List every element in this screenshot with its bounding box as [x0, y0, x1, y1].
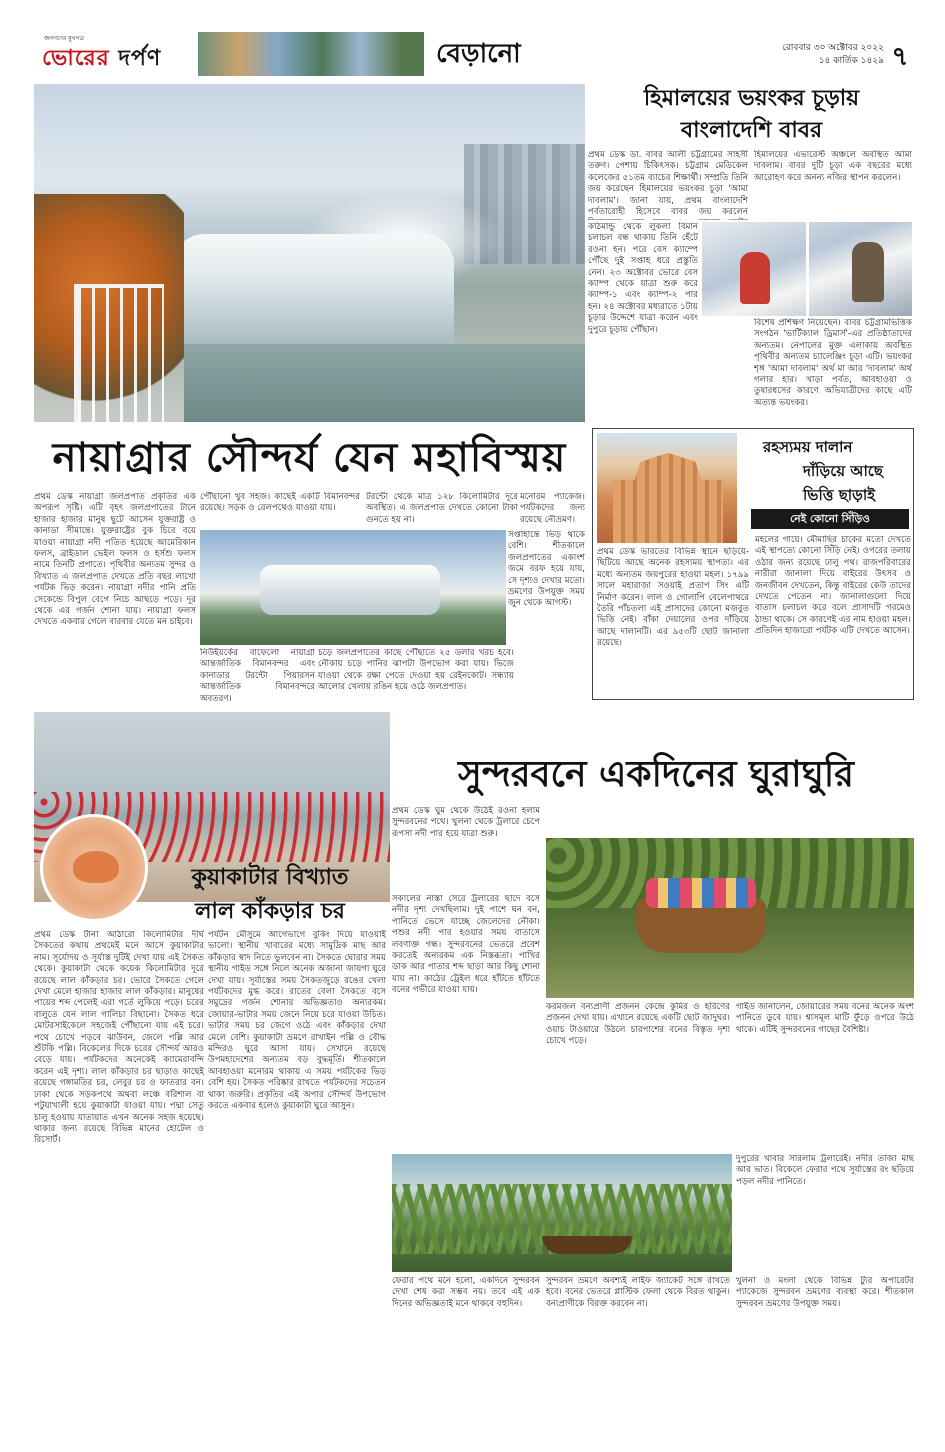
dalan-body-col1: প্রথম ডেস্ক ভারতের বিভিন্ন স্থানে ছড়িয়ে-ছিটিয়ে আছে অনেক রহস্যময় স্থাপত্য। এর মধ্যে অন্যতম জয়পুরের হাওয়া মহল। ১৭৯৯ সালে মহারাজা সওয়াই প্রতাপ সিং এটি নির্মাণ করেন। লাল ও গোলাপি বেলেপাথরে তৈরি পাঁচতলা এই প্রাসাদের কোনো মজবুত ভিত্তি নেই। বাঁকা দেয়ালের ওপর দাঁড়িয়ে আছে দালানটি। এর ৯৫৩টি ছোট জানালা রয়েছে। — [597, 547, 749, 649]
crab-closeup-photo — [40, 814, 148, 922]
dalan-headline-line3: ভিত্তি ছাড়াই — [803, 486, 876, 504]
logo[interactable] — [34, 32, 196, 76]
himalaya-body-col3: বিশেষ প্রশিক্ষণ নিয়েছেন। বাবর চট্টগ্রামভিত্তিক সংগঠন 'ভার্টিক্যাল ড্রিমার্স'-এর প্রতিষ্ঠাতাদের অন্যতম। নেপালের মুক্ত এলাকায় অবস্থিত পৃথিবীর অন্যতম চ্যালেঞ্জিং চূড়া এটি। ভয়ংকর শৃঙ্গ 'আমা দাবলাম' অর্থ মা আর 'দাবলাম' অর্থ গলার হার। খাড়া পর্বত, আবহাওয়া ও তুষারধসের কারণে অভিযাত্রীদের কাছে এটি অত্যন্ত ভয়ংকর। — [754, 318, 912, 408]
sundarban-body-col2b: করমজল বন্যপ্রাণী প্রজনন কেন্দ্রে কুমির ও হরিণের প্রজনন দেখা যায়। এখানে রয়েছে একটি ছোট জাদুঘর। ওয়াচ টাওয়ারে উঠলে চারপাশের বনের বিস্তৃত দৃশ্য চোখে পড়ে। — [546, 1002, 730, 1047]
railing — [74, 284, 164, 422]
tourists — [646, 878, 756, 908]
himalaya-body-col1b: কাঠমান্ডু থেকে লুকলা বিমান চলাচল বন্ধ থাকায় তিনি হেঁটে রওনা হন। পরে বেস ক্যাম্পে পৌঁছে দুই সপ্তাহ ধরে প্রস্তুতি নেন। ২৩ অক্টোবর ভোরে বেস ক্যাম্প থেকে যাত্রা শুরু করে ক্যাম্প-১ এবং ক্যাম্প-২ পার হন। ২৪ অক্টোবর মধ্যরাতে ১টায় চূড়ার উদ্দেশে যাত্রা করেন এবং দুপুরে চূড়ায় পৌঁছান। — [588, 222, 698, 335]
dalan-subhead: নেই কোনো সিঁড়িও — [751, 509, 909, 529]
himalaya-body-col1: প্রথম ডেস্ক ডা. বাবর আলী চট্টগ্রামের সাহসী তরুণ। পেশায় চিকিৎসক। চট্টগ্রাম মেডিকেল কলেজের ৫১তম ব্যাচের শিক্ষার্থী। সম্প্রতি তিনি জয় করেছেন হিমালয়ের ভয়ংকর চূড়া 'আমা দাবলাম'। জানা যায়, প্রথম বাংলাদেশি পর্বতারোহী হিসেবে বাবর জয় করলেন — [588, 150, 748, 218]
niagara-body-col4b: সপ্তাহান্তে ভিড় থাকে বেশি। শীতকালে জলপ্রপাতের একাংশ জমে বরফ হয়ে যায়, সে দৃশ্যও দেখার মতো। ভ্রমণের উপযুক্ত সময় জুন থেকে আগস্ট। — [508, 530, 585, 609]
page-number: ৭ — [891, 42, 909, 72]
niagara-body-col3b: চড়ে জলপ্রপাতের কাছে পৌঁছাতে ২৫ ডলার খরচ হবে। নৌকায় চড়ে পানির ঝাপটা উপভোগ করা যায়। ভিজে যাওয়া থেকে রক্ষা পেতে দেওয়া হয় রেইনকোট। সন্ধ্যায় আলোর খেলায় রঙিন হয়ে ওঠে জলপ্রপাত। — [318, 648, 514, 693]
niagara-body-col1: প্রথম ডেস্ক নায়াগ্রা জলপ্রপাত প্রকৃতির এক অপরূপ সৃষ্টি। এটি বৃহৎ জলপ্রপাতের টানে হাজার হাজার মানুষ ছুটে আসেন যুক্তরাষ্ট্র ও কানাডা সীমান্তে। যুক্তরাষ্ট্রের বুক চিরে বয়ে যাওয়া নায়াগ্রা নদী পতিত হয়েছে আমেরিকান ফলস, ব্রাইডাল ভেইল ফলস ও হর্সশু ফলস নামে তিনটি প্রপাতে। পৃথিবীর অন্যতম সুন্দর ও বিখ্যাত এ জলপ্রপাত দেখতে প্রতি বছর লাখো পর্যটক ভিড় করেন। নায়াগ্রা নদীর পানি প্রতি সেকেন্ডে বিপুল বেগে নিচে আছড়ে পড়ে। দূর থেকে এর গর্জন শোনা যায়। নায়াগ্রা ফলস দেখতে একবার গেলে বারবার যেতে মন চাইবে। — [34, 492, 196, 628]
climber-summit — [852, 242, 884, 302]
masthead-photo-strip — [198, 32, 424, 76]
mountain-climber-photo — [702, 222, 912, 316]
sundarban-body-col3c: দুপুরের খাবার সারলাম ট্রলারেই। নদীর তাজা মাছ আর ভাত। বিকেলে ফেরার পথে সূর্যাস্তের রং ছড়িয়ে পড়ল নদীর পানিতে। — [736, 1154, 914, 1187]
climber-red — [740, 252, 770, 304]
kuakata-headline-line2: লাল কাঁকড়ার চর — [195, 899, 345, 924]
date-bengali: ১৪ কার্তিক ১৪২৯ — [818, 56, 884, 66]
waterfall — [260, 565, 440, 615]
sundarban-body-col3b: গাইড জানালেন, জোয়ারের সময় বনের অনেক অংশ পানিতে ডুবে যায়। শ্বাসমূল মাটি ফুঁড়ে ওপরে উঠে থাকে। এটিই সুন্দরবনের গাছের বৈশিষ্ট্য। — [736, 1002, 914, 1035]
mangrove-boat-photo — [546, 838, 914, 998]
niagara-falls-photo-2 — [200, 530, 506, 645]
section-title: বেড়ানো — [424, 32, 674, 76]
niagara-body-col4: মনোরম প্যাকেজ। পর্যটকদের জন্য রয়েছে নৌভ্রমণ। — [520, 492, 585, 525]
dalan-headline-line2: দাঁড়িয়ে আছে — [803, 462, 883, 480]
dalan-headline-line1: রহস্যময় দালান — [763, 438, 853, 456]
niagara-headline: নায়াগ্রার সৌন্দর্য যেন মহাবিস্ময় — [52, 435, 567, 481]
logo-tagline: জনগণের মুখপত্র — [44, 35, 84, 42]
himalaya-headline-line2: বাংলাদেশি বাবর — [680, 118, 823, 143]
kuakata-body-col2: পর্যটন মৌসুমে আগেভাগে বুকিং দিয়ে যাওয়াই ভালো। স্থানীয় খাবারের মধ্যে সামুদ্রিক মাছ আর কাঁকড়ার স্বাদ নিতে ভুলবেন না। সৈকতে ঘোরার সময় স্থানীয় গাইড সঙ্গে নিলে অনেক অজানা জায়গা ঘুরে দেখা যায়। সূর্যাস্তের সময় সৈকতজুড়ে রঙের খেলা পর্যটকদের মুগ্ধ করে। রাতের বেলা সৈকতে বসে সমুদ্রের গর্জন শোনার অভিজ্ঞতাও অন্যরকম। জোয়ার-ভাটার সময় জেনে নিয়ে চরে যাওয়া উচিত। ভাটার সময় চর জেগে ওঠে এবং কাঁকড়ার দেখা মেলে বেশি। কুয়াকাটা ভ্রমণে রাখাইন পল্লি ও বৌদ্ধ মন্দিরও ঘুরে আসা যায়। সেখানে রয়েছে উপমহাদেশের অন্যতম বড় বুদ্ধমূর্তি। শীতকালে আবহাওয়া মনোরম থাকায় এ সময় পর্যটকের ভিড় বেশি হয়। সৈকত পরিষ্কার রাখতে পর্যটকদের সচেতন থাকা জরুরি। প্রকৃতির এই অপার সৌন্দর্য উপভোগ করতে একবার হলেও কুয়াকাটা ঘুরে আসুন। — [208, 930, 386, 1112]
kuakata-body-col1: প্রথম ডেস্ক টানা আঠারো কিলোমিটার দীর্ঘ সৈকতের কথায় প্রথমেই মনে আসে কুয়াকাটার নাম। সূর্যোদয় ও সূর্যাস্ত দুটিই দেখা যায় এই সৈকত থেকে। কুয়াকাটা থেকে কয়েক কিলোমিটার দূরে রয়েছে লাল কাঁকড়ার চর। ভোরে সৈকতে গেলে দেখা মেলে হাজার হাজার লাল কাঁকড়ার। মানুষের পায়ের শব্দ পেলেই এরা গর্তে লুকিয়ে পড়ে। চরের বালুতে যেন লাল গালিচা বিছানো। সৈকত ধরে মোটরসাইকেলে সহজেই পৌঁছানো যায় এই চরে। পথে চোখে পড়বে ঝাউবন, জেলে পল্লি আর শুঁটকি পল্লি। বিকেলের দিকে চরের সৌন্দর্য আরও বেড়ে যায়। পর্যটকদের অনেকেই ক্যামেরাবন্দি করেন এই দৃশ্য। লাল কাঁকড়ার চর ছাড়াও কাছেই রয়েছে গঙ্গামতির চর, লেবুর চর ও ফাতরার বন। ঢাকা থেকে সড়কপথে অথবা লঞ্চে বরিশাল বা পটুয়াখালী হয়ে কুয়াকাটা যাওয়া যায়। পদ্মা সেতু চালু হওয়ায় যাতায়াত এখন অনেক সহজ হয়েছে। থাকার জন্য রয়েছে বিভিন্ন মানের হোটেল ও রিসোর্ট। — [34, 930, 204, 1146]
boat — [542, 1236, 632, 1254]
sundarban-body-col2c: সুন্দরবন ভ্রমণে অবশ্যই লাইফ জ্যাকেট সঙ্গে রাখতে হবে। বনের ভেতরে প্লাস্টিক ফেলা থেকে বিরত থাকুন। বন্যপ্রাণীকে বিরক্ত করবেন না। — [546, 1276, 730, 1309]
sundarban-headline: সুন্দরবনে একদিনের ঘুরাঘুরি — [458, 754, 854, 795]
river — [184, 344, 585, 422]
niagara-body-col2b: নিউইয়র্কের বাফেলো নায়াগ্রা আন্তর্জাতিক বিমানবন্দর এবং কানাডার টরন্টো পিয়ারসন আন্তর্জাতিক বিমানবন্দরে অবতরণ। — [200, 648, 315, 702]
sundarban-body-col1b: সকালের নাস্তা সেরে ট্রলারের ছাদে বসে নদীর দৃশ্য দেখছিলাম। দুই পাশে ঘন বন, পানিতে ভেসে যাচ্ছে জেলেদের নৌকা। পশুর নদী পার হওয়ার সময় বাতাসে লবণাক্ত গন্ধ। সুন্দরবনের ভেতরে প্রবেশ করতেই অন্যরকম এক নিস্তব্ধতা। পাখির ডাক আর পাতার শব্দ ছাড়া আর কিছু শোনা যায় না। কাঠের ট্রেইল ধরে হাঁটতে হাঁটতে বনের গভীরে যাওয়া যায়। — [392, 894, 540, 996]
niagara-body-col2: পৌঁছানো খুব সহজ। কাছেই একটি বিমানবন্দর রয়েছে। সড়ক ও রেলপথেও যাওয়া যায়। — [200, 492, 360, 514]
date-box — [764, 42, 884, 68]
masthead — [34, 32, 914, 76]
sundarban-body-col1c: ফেরার পথে মনে হলো, একদিনে সুন্দরবন দেখা শেষ করা সম্ভব নয়। তবে এই এক দিনের অভিজ্ঞতাই মনে থাকবে বহুদিন। — [392, 1276, 540, 1309]
logo-part2: দর্পণ — [118, 46, 162, 71]
himalaya-headline-line1: হিমালয়ের ভয়ংকর চূড়ায় — [643, 86, 860, 111]
waterfall — [174, 234, 454, 344]
date-gregorian: রোববার ৩০ অক্টোবর ২০২২ — [782, 43, 884, 53]
logo-wordmark — [42, 41, 161, 78]
kuakata-headline-line1: কুয়াকাটার বিখ্যাত — [191, 865, 349, 890]
palace — [613, 453, 723, 543]
sundarban-body-col3d: খুলনা ও মংলা থেকে বিভিন্ন ট্যুর অপারেটর প্যাকেজে সুন্দরবন ভ্রমণের ব্যবস্থা করে। শীতকাল সুন্দরবন ভ্রমণের উপযুক্ত সময়। — [736, 1276, 914, 1309]
crab — [73, 851, 119, 883]
himalaya-body-col2: হিমালয়ের এভারেস্ট অঞ্চলে অবস্থিত আমা দাবলাম। বাবর দুটি চূড়া এক বছরের মধ্যে আরোহণ করে অনন্য নজির স্থাপন করলেন। — [754, 150, 912, 183]
photo-divider — [806, 222, 809, 316]
logo-part1: ভোরের — [42, 46, 110, 71]
dalan-body-col2: মহলের গায়ে। মৌমাছির চাকের মতো দেখতে এই স্থাপত্যে কোনো সিঁড়ি নেই। ওপরের তলায় ওঠার জন্য রয়েছে ঢালু পথ। রাজপরিবারের নারীরা জানালা দিয়ে বাইরের উৎসব ও জনজীবন দেখতেন, কিন্তু বাইরের কেউ তাদের দেখতে পেতেন না। জানালাগুলো দিয়ে বাতাস চলাচল করে বলে প্রাসাদটি গরমেও ঠান্ডা থাকে। সে কারণেই এর নাম হাওয়া মহল। প্রতিদিন হাজারো পর্যটক এটি দেখতে আসেন। — [755, 535, 911, 637]
golpata-river-photo — [392, 1154, 732, 1272]
niagara-falls-photo — [34, 84, 585, 422]
dalan-article-box — [592, 428, 914, 700]
niagara-body-col3: টরন্টো থেকে মাত্র ১২৮ কিলোমিটার দূরে অবস্থিত। এ জলপ্রপাত দেখতে কোনো টাকা গুনতে হয় না। — [366, 492, 518, 525]
sundarban-body-col1: প্রথম ডেস্ক ঘুম থেকে উঠেই রওনা হলাম সুন্দরবনের পথে। খুলনা থেকে ট্রলারে চেপে রূপসা নদী পার হয়ে যাত্রা শুরু। — [392, 806, 540, 839]
himalaya-headline — [592, 84, 911, 148]
hawa-mahal-photo — [597, 433, 737, 543]
